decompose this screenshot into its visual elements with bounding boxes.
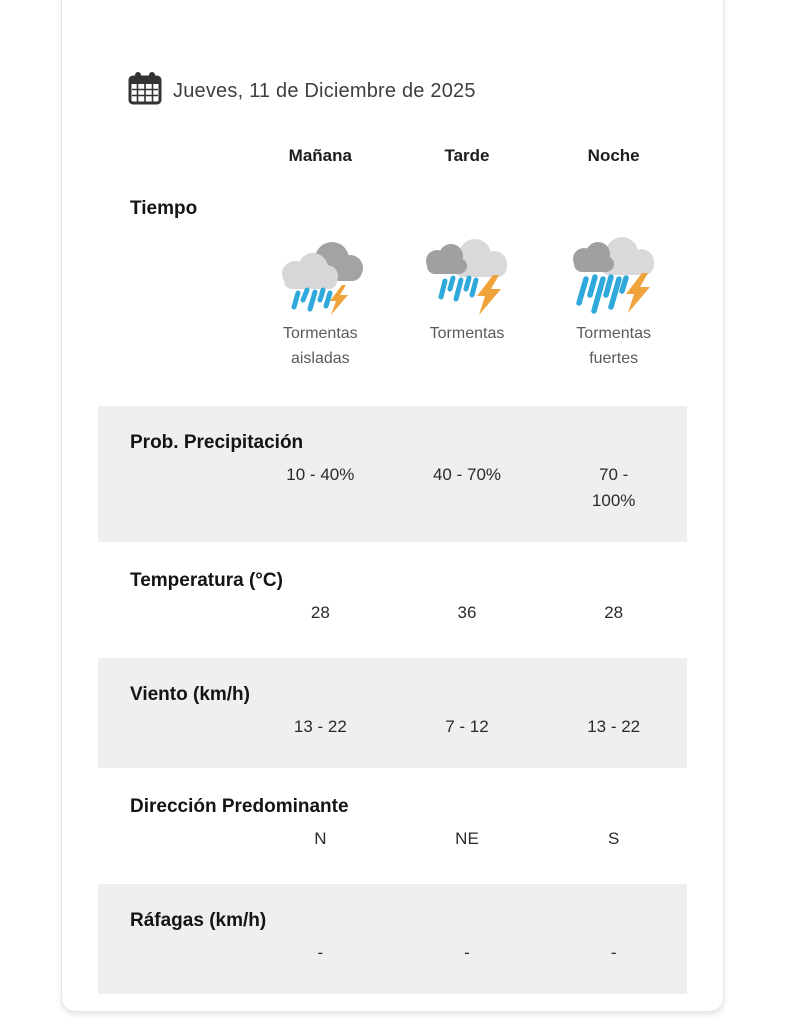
column-header-manana: Mañana <box>288 146 352 165</box>
direccion-manana: N <box>314 828 327 848</box>
column-header-tarde: Tarde <box>444 146 490 165</box>
temperatura-tarde: 36 <box>457 602 477 622</box>
row-label-temperatura: Temperatura (°C) <box>130 569 283 591</box>
condition-label-tarde: Tormentas <box>429 325 505 342</box>
forecast-cell-noche <box>540 186 687 372</box>
precipitacion-noche: 70 - 100% <box>591 464 636 510</box>
viento-manana: 13 - 22 <box>293 716 347 736</box>
row-label-direccion: Dirección Predominante <box>130 795 349 817</box>
row-label-precipitacion: Prob. Precipitación <box>130 431 304 453</box>
row-direccion <box>98 768 687 884</box>
temperatura-noche: 28 <box>604 602 624 622</box>
viento-tarde: 7 - 12 <box>445 716 489 736</box>
condition-label-manana: Tormentas aisladas <box>282 325 358 367</box>
row-label-tiempo: Tiempo <box>130 198 198 219</box>
storm-heavy-icon <box>564 232 664 318</box>
row-label-rafagas: Ráfagas (km/h) <box>130 909 267 931</box>
viento-noche: 13 - 22 <box>587 716 641 736</box>
date-text: Jueves, 11 de Diciembre de 2025 <box>173 79 476 102</box>
row-precipitacion <box>98 406 687 542</box>
direccion-noche: S <box>607 828 620 848</box>
rafagas-tarde: - <box>464 942 470 962</box>
forecast-cell-tarde <box>394 186 541 372</box>
forecast-card <box>61 0 724 1012</box>
storm-icon <box>417 232 517 318</box>
precipitacion-tarde: 40 - 70% <box>432 464 502 484</box>
precipitacion-manana: 10 - 40% <box>286 464 355 484</box>
calendar-icon <box>128 72 162 110</box>
rafagas-noche: - <box>610 942 617 962</box>
forecast-rows <box>98 406 687 994</box>
row-label-viento: Viento (km/h) <box>130 683 250 705</box>
row-rafagas <box>98 884 687 994</box>
column-headers <box>98 146 687 166</box>
direccion-tarde: NE <box>455 828 479 848</box>
date-header <box>98 0 687 110</box>
column-header-noche: Noche <box>587 146 640 165</box>
row-viento <box>98 658 687 768</box>
rafagas-manana: - <box>317 942 324 962</box>
row-tiempo <box>98 186 687 372</box>
forecast-cell-manana <box>247 186 394 372</box>
condition-label-noche: Tormentas fuertes <box>576 325 651 367</box>
temperatura-manana: 28 <box>310 602 330 622</box>
storm-isolated-icon <box>270 232 370 318</box>
row-temperatura <box>98 542 687 658</box>
